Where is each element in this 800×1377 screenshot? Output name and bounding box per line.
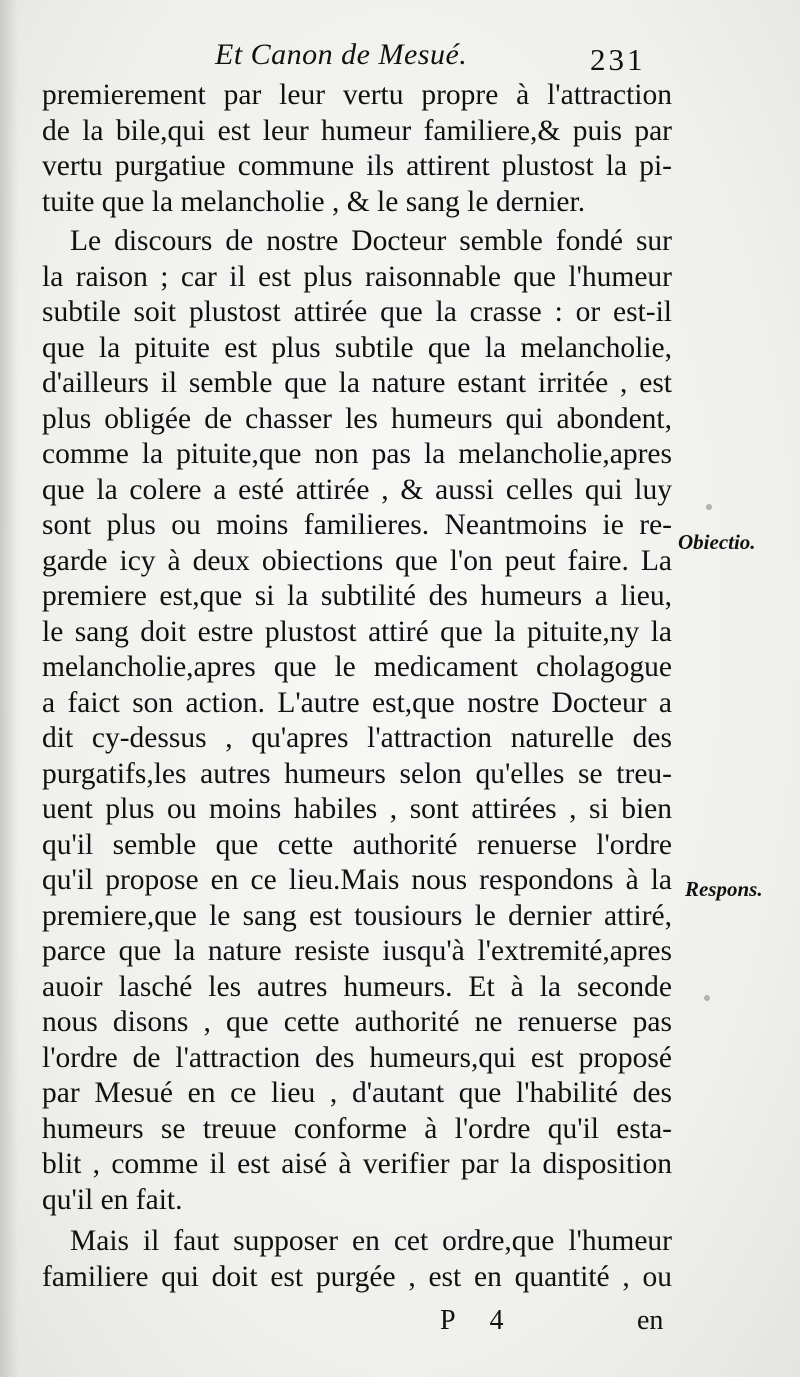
text-line: melancholie,apres que le medicament cholagogue — [42, 651, 672, 683]
text-line: par Mesué en ce lieu , d'autant que l'habilité des — [42, 1077, 672, 1109]
text-line: que la pituite est plus subtile que la melancholie, — [42, 331, 672, 364]
text-line: premiere,que le sang est tousiours le dernier attiré, — [42, 899, 672, 932]
text-line: purgatifs,les autres humeurs selon qu'elles se treu- — [42, 757, 672, 790]
catchword: en — [637, 1305, 664, 1336]
text-line: parce que la nature resiste iusqu'à l'extremité,apres — [42, 935, 672, 967]
text-line: vertu purgatiue commune ils attirent plustost la pi- — [42, 150, 672, 182]
text-line: blit , comme il est aisé à verifier par la disposition — [42, 1148, 672, 1180]
text-line: Le discours de nostre Docteur semble fondé sur — [70, 225, 672, 257]
signature-mark: P 4 — [440, 1305, 518, 1336]
text-line: uent plus ou moins habiles , sont attirées , si bien — [42, 793, 672, 825]
text-line: comme la pituite,que non pas la melancholie,apres — [42, 438, 672, 470]
text-line: garde icy à deux obiections que l'on peut faire. La — [42, 544, 672, 577]
text-line: Mais il faut supposer en cet ordre,que l'humeur — [70, 1225, 672, 1257]
text-line: auoir lasché les autres humeurs. Et à la seconde — [42, 970, 672, 1003]
text-line: qu'il propose en ce lieu.Mais nous respondons à la — [42, 864, 672, 896]
text-line: qu'il en fait. — [42, 1183, 183, 1216]
text-line: de la bile,qui est leur humeur familiere,& puis par — [42, 114, 672, 147]
margin-note-response: Respons. — [685, 877, 763, 901]
text-line: qu'il semble que cette authorité renuerse l'ordre — [42, 828, 672, 861]
margin-note-objection: Obiectio. — [678, 530, 756, 554]
text-line: le sang doit estre plustost attiré que la pituite,ny la — [42, 615, 672, 648]
text-line: subtile soit plustost attirée que la crasse : or est-il — [42, 296, 672, 328]
text-line: dit cy-dessus , qu'apres l'attraction naturelle des — [42, 722, 672, 754]
ink-speck — [706, 504, 712, 510]
body-text — [42, 78, 672, 1295]
page-number: 231 — [590, 42, 646, 77]
text-line: premiere est,que si la subtilité des humeurs a lieu, — [42, 580, 672, 612]
text-line: nous disons , que cette authorité ne renuerse pas — [42, 1006, 672, 1038]
gutter-shadow — [0, 0, 18, 1377]
text-line: que la colere a esté attirée , & aussi celles qui luy — [42, 473, 672, 506]
running-head — [0, 38, 800, 78]
ink-speck — [704, 995, 710, 1001]
text-line: a faict son action. L'autre est,que nostre Docteur a — [42, 686, 672, 719]
running-title: Et Canon de Mesué. — [215, 38, 468, 71]
text-line: l'ordre de l'attraction des humeurs,qui est proposé — [42, 1041, 672, 1074]
text-line: plus obligée de chasser les humeurs qui abondent, — [42, 402, 672, 435]
text-line: premierement par leur vertu propre à l'attraction — [42, 79, 672, 111]
text-line: tuite que la melancholie , & le sang le dernier. — [42, 185, 586, 218]
page-footer — [0, 1305, 800, 1345]
text-line: la raison ; car il est plus raisonnable que l'humeur — [42, 260, 672, 293]
text-line: d'ailleurs il semble que la nature estant irritée , est — [42, 367, 672, 399]
text-line: sont plus ou moins familieres. Neantmoins ie re- — [42, 509, 672, 541]
text-line: humeurs se treuue conforme à l'ordre qu'il esta- — [42, 1112, 672, 1145]
text-line: familiere qui doit est purgée , est en quantité , ou — [42, 1260, 672, 1293]
